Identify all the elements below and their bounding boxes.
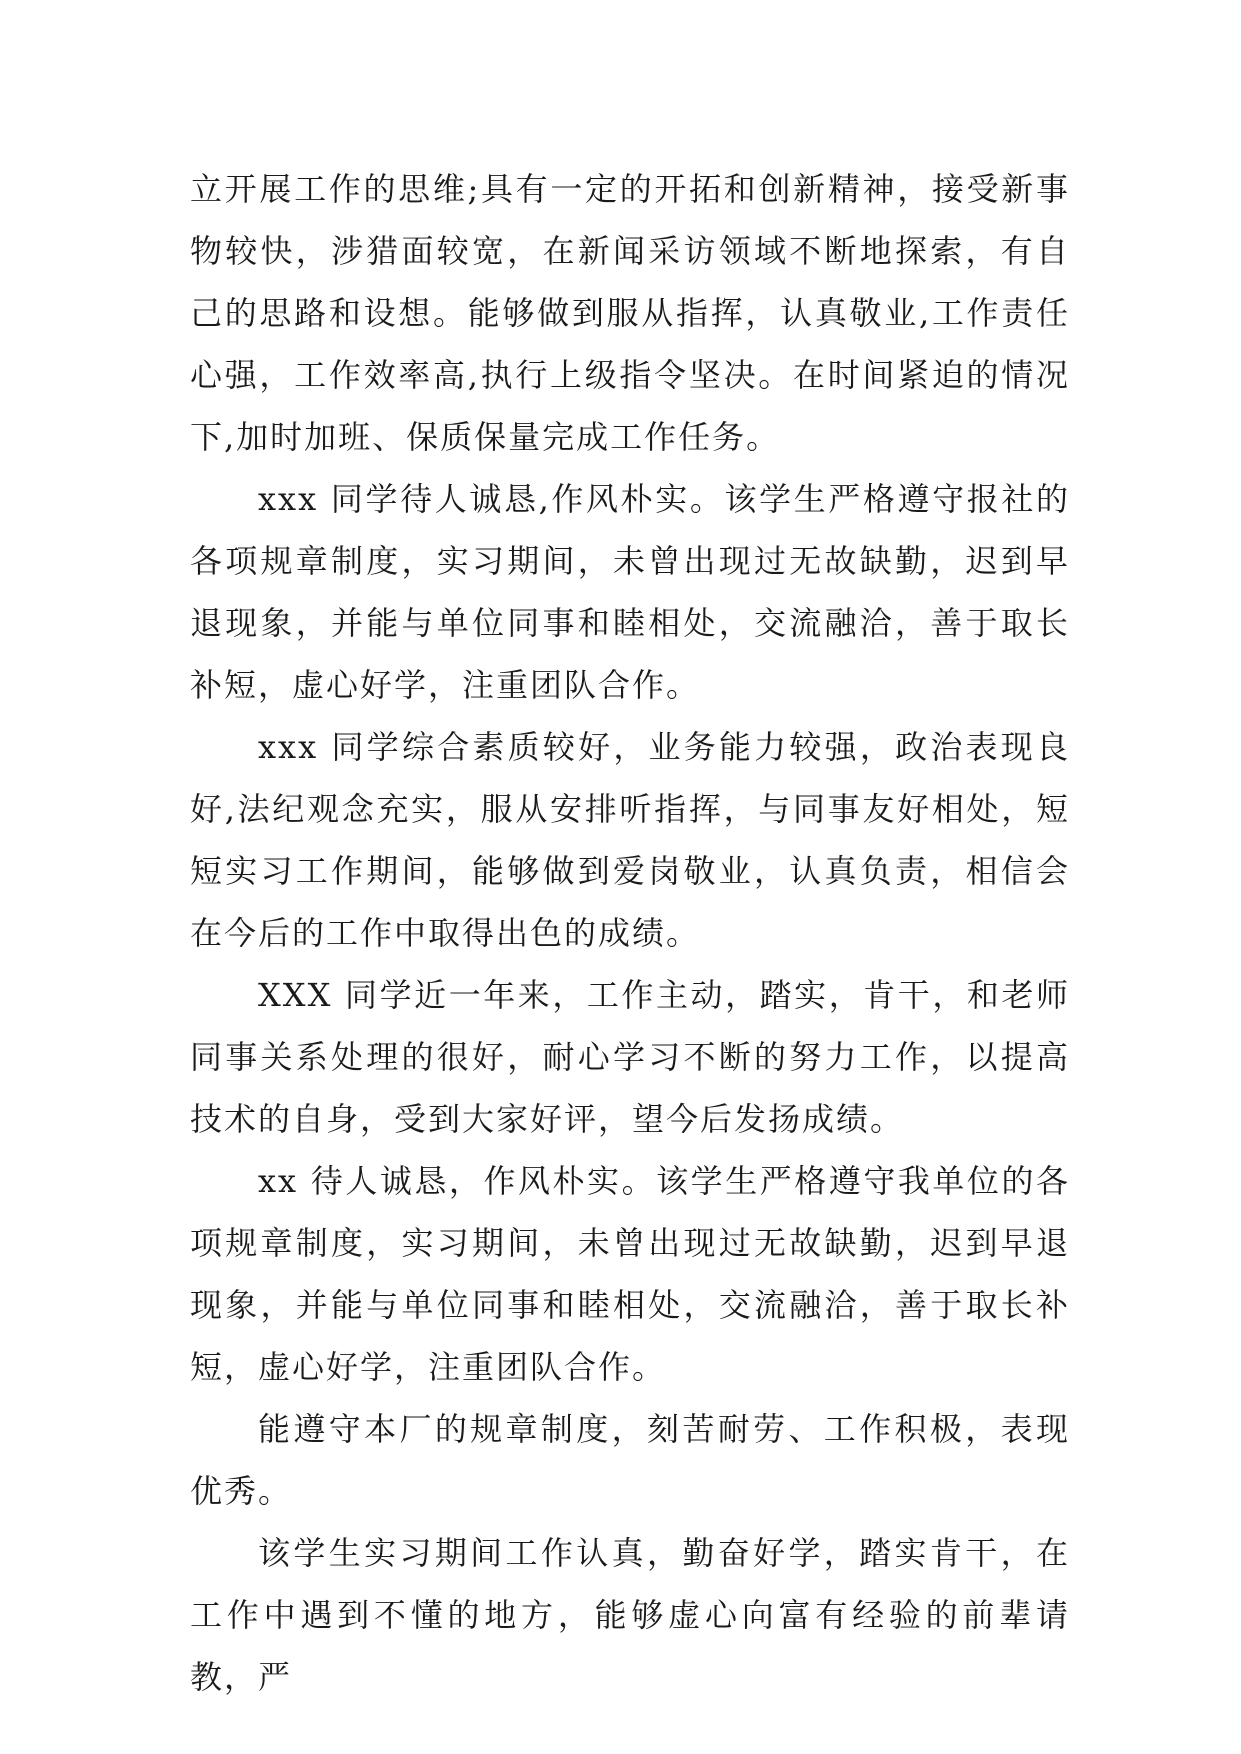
paragraph-1: 立开展工作的思维;具有一定的开拓和创新精神，接受新事物较快，涉猎面较宽，在新闻采访领域不断地探索，有自己的思路和设想。能够做到服从指挥，认真敬业,工作责任心强，工作效率高,执行上级指令坚决。在时间紧迫的情况下,加时加班、保质保量完成工作任务。	[190, 170, 1070, 456]
document-body	[190, 158, 1070, 1708]
paragraph-7: 该学生实习期间工作认真，勤奋好学，踏实肯干，在工作中遇到不懂的地方，能够虚心向富有经验的前辈请教，严	[190, 1534, 1070, 1696]
paragraph-5: xx 待人诚恳，作风朴实。该学生严格遵守我单位的各项规章制度，实习期间，未曾出现过无故缺勤，迟到早退现象，并能与单位同事和睦相处，交流融洽，善于取长补短，虚心好学，注重团队合作。	[190, 1162, 1070, 1386]
paragraph-4: XXX 同学近一年来，工作主动，踏实，肯干，和老师同事关系处理的很好，耐心学习不断的努力工作，以提高技术的自身，受到大家好评，望今后发扬成绩。	[190, 976, 1070, 1138]
paragraph-3: xxx 同学综合素质较好，业务能力较强，政治表现良好,法纪观念充实，服从安排听指挥，与同事友好相处，短短实习工作期间，能够做到爱岗敬业，认真负责，相信会在今后的工作中取得出色的成绩。	[190, 728, 1070, 952]
paragraph-6: 能遵守本厂的规章制度，刻苦耐劳、工作积极，表现优秀。	[190, 1410, 1070, 1510]
paragraph-2: xxx 同学待人诚恳,作风朴实。该学生严格遵守报社的各项规章制度，实习期间，未曾出现过无故缺勤，迟到早退现象，并能与单位同事和睦相处，交流融洽，善于取长补短，虚心好学，注重团队合作。	[190, 480, 1070, 704]
